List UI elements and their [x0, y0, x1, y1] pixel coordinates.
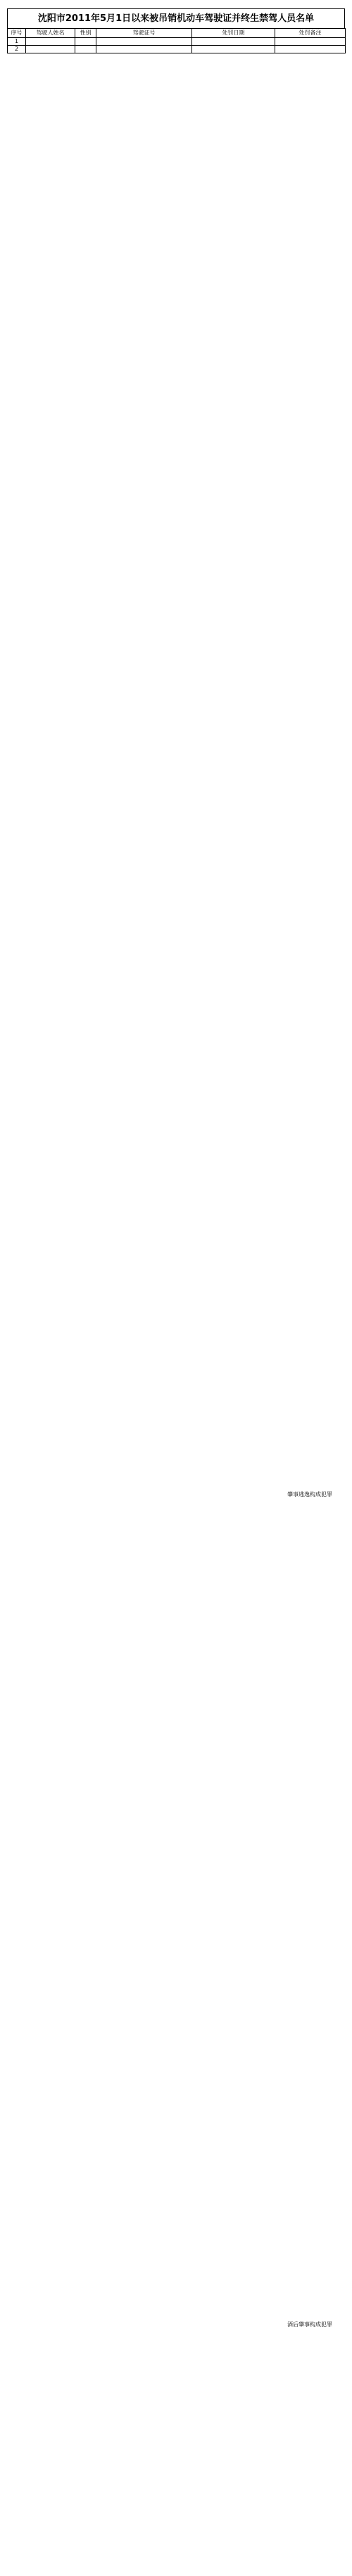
cell-seq: 2 [8, 46, 26, 53]
table-row [8, 38, 346, 46]
cell-seq: 1 [8, 38, 26, 46]
roster-table [7, 28, 346, 53]
cell-license [96, 38, 192, 46]
cell-name [26, 46, 75, 53]
cell-remark [275, 38, 346, 46]
table-header [8, 29, 346, 38]
column-header-gender: 性别 [75, 29, 96, 38]
column-header-seq: 序号 [8, 29, 26, 38]
remark-hit-and-run: 肇事逃逸构成犯罪 [287, 1491, 332, 1498]
table-body [8, 38, 346, 53]
column-header-date: 处罚日期 [192, 29, 275, 38]
remark-drunk-driving: 酒后肇事构成犯罪 [287, 2321, 332, 2328]
cell-date [192, 46, 275, 53]
column-header-name: 驾驶人姓名 [26, 29, 75, 38]
cell-gender [75, 38, 96, 46]
column-header-license: 驾驶证号 [96, 29, 192, 38]
page-title: 沈阳市2011年5月1日以来被吊销机动车驾驶证并终生禁驾人员名单 [7, 8, 345, 28]
column-header-remark: 处罚备注 [275, 29, 346, 38]
cell-gender [75, 46, 96, 53]
cell-date [192, 38, 275, 46]
cell-name [26, 38, 75, 46]
roster-sheet [7, 8, 345, 53]
table-row [8, 46, 346, 53]
cell-license [96, 46, 192, 53]
cell-remark [275, 46, 346, 53]
